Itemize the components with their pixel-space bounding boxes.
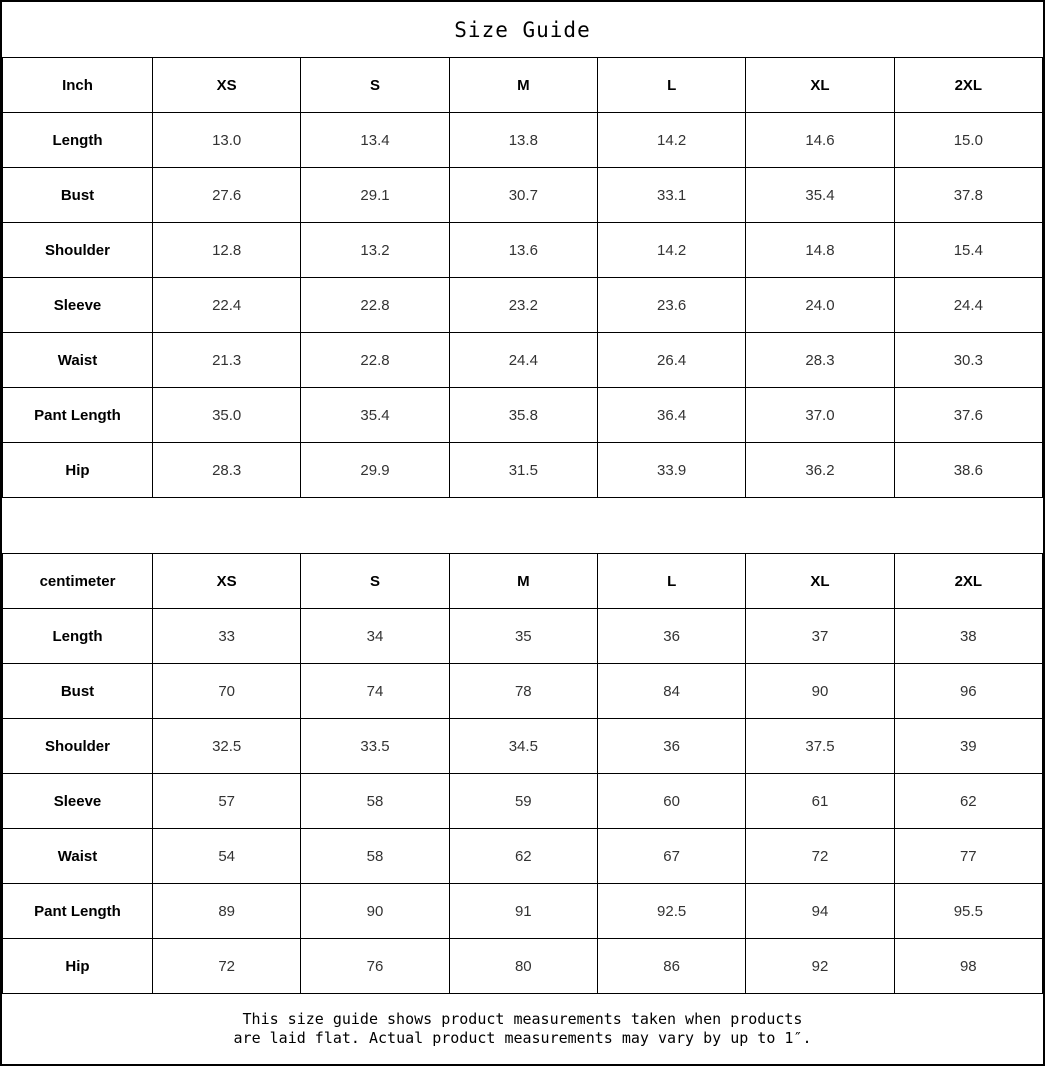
- measure-row: [3, 333, 1043, 388]
- measure-value-cell: 36.4: [597, 388, 745, 443]
- size-header-cell: S: [301, 554, 449, 609]
- size-header-cell: XL: [746, 58, 894, 113]
- measure-value-cell: 38.6: [894, 443, 1042, 498]
- measure-value-cell: 30.7: [449, 168, 597, 223]
- size-header-row: [3, 554, 1043, 609]
- measure-value-cell: 61: [746, 774, 894, 829]
- measure-value-cell: 72: [153, 939, 301, 994]
- size-header-cell: XL: [746, 554, 894, 609]
- size-header-cell: M: [449, 58, 597, 113]
- measure-label-cell: Bust: [3, 168, 153, 223]
- size-header-cell: 2XL: [894, 58, 1042, 113]
- measure-value-cell: 15.0: [894, 113, 1042, 168]
- measure-value-cell: 36: [597, 719, 745, 774]
- measure-value-cell: 38: [894, 609, 1042, 664]
- measure-label-cell: Shoulder: [3, 719, 153, 774]
- measure-value-cell: 72: [746, 829, 894, 884]
- measure-label-cell: Bust: [3, 664, 153, 719]
- measure-value-cell: 36.2: [746, 443, 894, 498]
- unit-header-cell: centimeter: [3, 554, 153, 609]
- measure-value-cell: 14.6: [746, 113, 894, 168]
- measure-row: [3, 113, 1043, 168]
- measure-value-cell: 12.8: [153, 223, 301, 278]
- measure-value-cell: 35.4: [301, 388, 449, 443]
- measure-label-cell: Hip: [3, 443, 153, 498]
- measure-value-cell: 33: [153, 609, 301, 664]
- measure-value-cell: 15.4: [894, 223, 1042, 278]
- measure-label-cell: Sleeve: [3, 774, 153, 829]
- measure-value-cell: 35: [449, 609, 597, 664]
- measure-row: [3, 884, 1043, 939]
- measure-row: [3, 609, 1043, 664]
- measure-value-cell: 60: [597, 774, 745, 829]
- footer-note-line2: are laid flat. Actual product measurements may vary by up to 1″.: [233, 1029, 812, 1047]
- measure-value-cell: 57: [153, 774, 301, 829]
- measure-value-cell: 14.8: [746, 223, 894, 278]
- measure-value-cell: 34.5: [449, 719, 597, 774]
- measure-value-cell: 35.8: [449, 388, 597, 443]
- measure-value-cell: 23.2: [449, 278, 597, 333]
- measure-value-cell: 70: [153, 664, 301, 719]
- measure-value-cell: 92.5: [597, 884, 745, 939]
- measure-value-cell: 59: [449, 774, 597, 829]
- measure-value-cell: 29.9: [301, 443, 449, 498]
- measure-value-cell: 90: [746, 664, 894, 719]
- measure-value-cell: 62: [449, 829, 597, 884]
- measure-value-cell: 35.0: [153, 388, 301, 443]
- measure-value-cell: 24.0: [746, 278, 894, 333]
- measure-value-cell: 37.0: [746, 388, 894, 443]
- measure-value-cell: 86: [597, 939, 745, 994]
- size-header-cell: M: [449, 554, 597, 609]
- measure-value-cell: 13.6: [449, 223, 597, 278]
- measure-value-cell: 39: [894, 719, 1042, 774]
- size-header-cell: S: [301, 58, 449, 113]
- measure-value-cell: 32.5: [153, 719, 301, 774]
- measure-value-cell: 34: [301, 609, 449, 664]
- measure-value-cell: 24.4: [449, 333, 597, 388]
- measure-value-cell: 13.8: [449, 113, 597, 168]
- measure-value-cell: 58: [301, 829, 449, 884]
- measure-value-cell: 14.2: [597, 113, 745, 168]
- measure-value-cell: 96: [894, 664, 1042, 719]
- measure-row: [3, 939, 1043, 994]
- measure-value-cell: 74: [301, 664, 449, 719]
- measure-row: [3, 829, 1043, 884]
- measure-value-cell: 33.5: [301, 719, 449, 774]
- measure-value-cell: 90: [301, 884, 449, 939]
- measure-value-cell: 37.5: [746, 719, 894, 774]
- measure-value-cell: 14.2: [597, 223, 745, 278]
- measure-value-cell: 58: [301, 774, 449, 829]
- measure-value-cell: 84: [597, 664, 745, 719]
- measure-value-cell: 22.4: [153, 278, 301, 333]
- measure-value-cell: 33.9: [597, 443, 745, 498]
- measure-value-cell: 30.3: [894, 333, 1042, 388]
- measure-value-cell: 36: [597, 609, 745, 664]
- measure-value-cell: 26.4: [597, 333, 745, 388]
- measure-value-cell: 37.6: [894, 388, 1042, 443]
- measure-value-cell: 35.4: [746, 168, 894, 223]
- table-gap: [2, 498, 1043, 553]
- measure-value-cell: 95.5: [894, 884, 1042, 939]
- measure-value-cell: 54: [153, 829, 301, 884]
- measure-value-cell: 37: [746, 609, 894, 664]
- page-title: Size Guide: [454, 17, 591, 42]
- measure-value-cell: 67: [597, 829, 745, 884]
- measure-value-cell: 21.3: [153, 333, 301, 388]
- measure-value-cell: 91: [449, 884, 597, 939]
- measure-value-cell: 37.8: [894, 168, 1042, 223]
- measure-value-cell: 33.1: [597, 168, 745, 223]
- measure-row: [3, 278, 1043, 333]
- measure-row: [3, 774, 1043, 829]
- footer-note: [2, 994, 1043, 1064]
- measure-value-cell: 22.8: [301, 333, 449, 388]
- measure-label-cell: Pant Length: [3, 884, 153, 939]
- measure-row: [3, 223, 1043, 278]
- size-header-row: [3, 58, 1043, 113]
- measure-value-cell: 98: [894, 939, 1042, 994]
- measure-label-cell: Sleeve: [3, 278, 153, 333]
- measure-value-cell: 22.8: [301, 278, 449, 333]
- measure-value-cell: 23.6: [597, 278, 745, 333]
- measure-value-cell: 89: [153, 884, 301, 939]
- measure-label-cell: Waist: [3, 333, 153, 388]
- footer-note-line1: This size guide shows product measurements taken when products: [242, 1010, 803, 1028]
- measure-label-cell: Hip: [3, 939, 153, 994]
- unit-header-cell: Inch: [3, 58, 153, 113]
- size-header-cell: L: [597, 554, 745, 609]
- measure-value-cell: 76: [301, 939, 449, 994]
- measure-value-cell: 24.4: [894, 278, 1042, 333]
- measure-label-cell: Length: [3, 113, 153, 168]
- measure-label-cell: Shoulder: [3, 223, 153, 278]
- size-table-inch: [2, 57, 1043, 498]
- measure-value-cell: 80: [449, 939, 597, 994]
- measure-row: [3, 664, 1043, 719]
- measure-value-cell: 13.2: [301, 223, 449, 278]
- size-header-cell: XS: [153, 554, 301, 609]
- measure-label-cell: Waist: [3, 829, 153, 884]
- measure-value-cell: 94: [746, 884, 894, 939]
- measure-value-cell: 62: [894, 774, 1042, 829]
- size-header-cell: 2XL: [894, 554, 1042, 609]
- measure-value-cell: 31.5: [449, 443, 597, 498]
- measure-value-cell: 13.4: [301, 113, 449, 168]
- measure-row: [3, 168, 1043, 223]
- measure-value-cell: 13.0: [153, 113, 301, 168]
- measure-row: [3, 443, 1043, 498]
- measure-row: [3, 719, 1043, 774]
- size-table-centimeter: [2, 553, 1043, 994]
- measure-value-cell: 27.6: [153, 168, 301, 223]
- measure-value-cell: 77: [894, 829, 1042, 884]
- measure-value-cell: 28.3: [746, 333, 894, 388]
- size-header-cell: XS: [153, 58, 301, 113]
- measure-row: [3, 388, 1043, 443]
- measure-value-cell: 92: [746, 939, 894, 994]
- measure-value-cell: 78: [449, 664, 597, 719]
- measure-label-cell: Length: [3, 609, 153, 664]
- measure-label-cell: Pant Length: [3, 388, 153, 443]
- measure-value-cell: 29.1: [301, 168, 449, 223]
- measure-value-cell: 28.3: [153, 443, 301, 498]
- size-header-cell: L: [597, 58, 745, 113]
